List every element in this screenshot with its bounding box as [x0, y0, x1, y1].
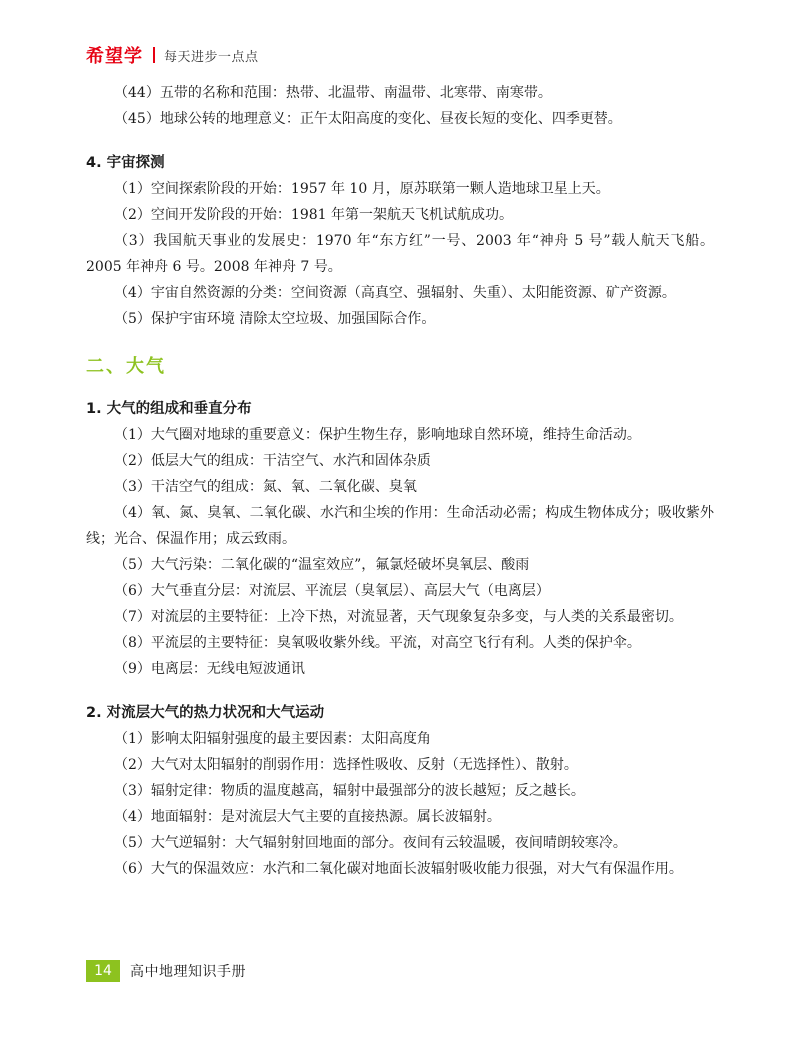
thermal-item-2: （2）大气对太阳辐射的削弱作用：选择性吸收、反射（无选择性）、散射。 — [114, 757, 578, 773]
atmos-item-6: （6）大气垂直分层：对流层、平流层（臭氧层）、高层大气（电离层） — [114, 583, 550, 599]
atmos-item-2: （2）低层大气的组成：干洁空气、水汽和固体杂质 — [114, 453, 431, 469]
header-slogan: 每天进步一点点 — [164, 49, 259, 65]
book-title: 高中地理知识手册 — [130, 964, 246, 980]
spacer — [86, 332, 714, 352]
thermal-item-4: （4）地面辐射：是对流层大气主要的直接热源。属长波辐射。 — [114, 809, 501, 825]
atmos-item-4: （4）氧、氮、臭氧、二氧化碳、水汽和尘埃的作用：生命活动必需；构成生物体成分；吸收紫外线；光合、保温作用；成云致雨。 — [86, 505, 714, 547]
page-header — [86, 44, 259, 66]
space-item-5: （5）保护宇宙环境 清除太空垃圾、加强国际合作。 — [114, 311, 436, 327]
spacer — [86, 682, 714, 700]
atmos-item-1: （1）大气圈对地球的重要意义：保护生物生存，影响地球自然环境，维持生命活动。 — [114, 427, 641, 443]
item-45: （45）地球公转的地理意义：正午太阳高度的变化、昼夜长短的变化、四季更替。 — [114, 111, 622, 127]
header-divider — [153, 47, 155, 63]
section-title-space-exploration: 4. 宇宙探测 — [86, 155, 165, 171]
thermal-item-1: （1）影响太阳辐射强度的最主要因素：太阳高度角 — [114, 731, 431, 747]
section-title-troposphere-thermal: 2. 对流层大气的热力状况和大气运动 — [86, 705, 325, 721]
space-item-2: （2）空间开发阶段的开始：1981 年第一架航天飞机试航成功。 — [114, 207, 513, 223]
atmos-item-3: （3）干洁空气的组成：氮、氧、二氧化碳、臭氧 — [114, 479, 417, 495]
page-content — [86, 80, 714, 882]
spacer — [86, 382, 714, 396]
atmos-item-7: （7）对流层的主要特征：上冷下热，对流显著，天气现象复杂多变，与人类的关系最密切。 — [114, 609, 683, 625]
atmos-item-5: （5）大气污染：二氧化碳的“温室效应”，氟氯烃破坏臭氧层、酸雨 — [114, 557, 530, 573]
section-title-atmosphere-composition: 1. 大气的组成和垂直分布 — [86, 401, 252, 417]
thermal-item-6: （6）大气的保温效应：水汽和二氧化碳对地面长波辐射吸收能力很强，对大气有保温作用。 — [114, 861, 683, 877]
thermal-item-3: （3）辐射定律：物质的温度越高，辐射中最强部分的波长越短；反之越长。 — [114, 783, 585, 799]
page-footer — [86, 958, 246, 984]
atmos-item-9: （9）电离层：无线电短波通讯 — [114, 661, 305, 677]
brand-logo: 希望学 — [86, 46, 143, 67]
space-item-3: （3）我国航天事业的发展史：1970 年“东方红”一号、2003 年“神舟 5 号”载人航天飞船。2005 年神舟 6 号。2008 年神舟 7 号。 — [86, 233, 714, 275]
item-44: （44）五带的名称和范围：热带、北温带、南温带、北寒带、南寒带。 — [114, 85, 552, 101]
atmos-item-8: （8）平流层的主要特征：臭氧吸收紫外线。平流，对高空飞行有利。人类的保护伞。 — [114, 635, 641, 651]
chapter-title-atmosphere: 二、大气 — [86, 356, 166, 377]
spacer — [86, 132, 714, 150]
thermal-item-5: （5）大气逆辐射：大气辐射射回地面的部分。夜间有云较温暖，夜间晴朗较寒冷。 — [114, 835, 627, 851]
page-number: 14 — [86, 960, 120, 982]
space-item-4: （4）宇宙自然资源的分类：空间资源（高真空、强辐射、失重）、太阳能资源、矿产资源。 — [114, 285, 676, 301]
space-item-1: （1）空间探索阶段的开始：1957 年 10 月，原苏联第一颗人造地球卫星上天。 — [114, 181, 610, 197]
